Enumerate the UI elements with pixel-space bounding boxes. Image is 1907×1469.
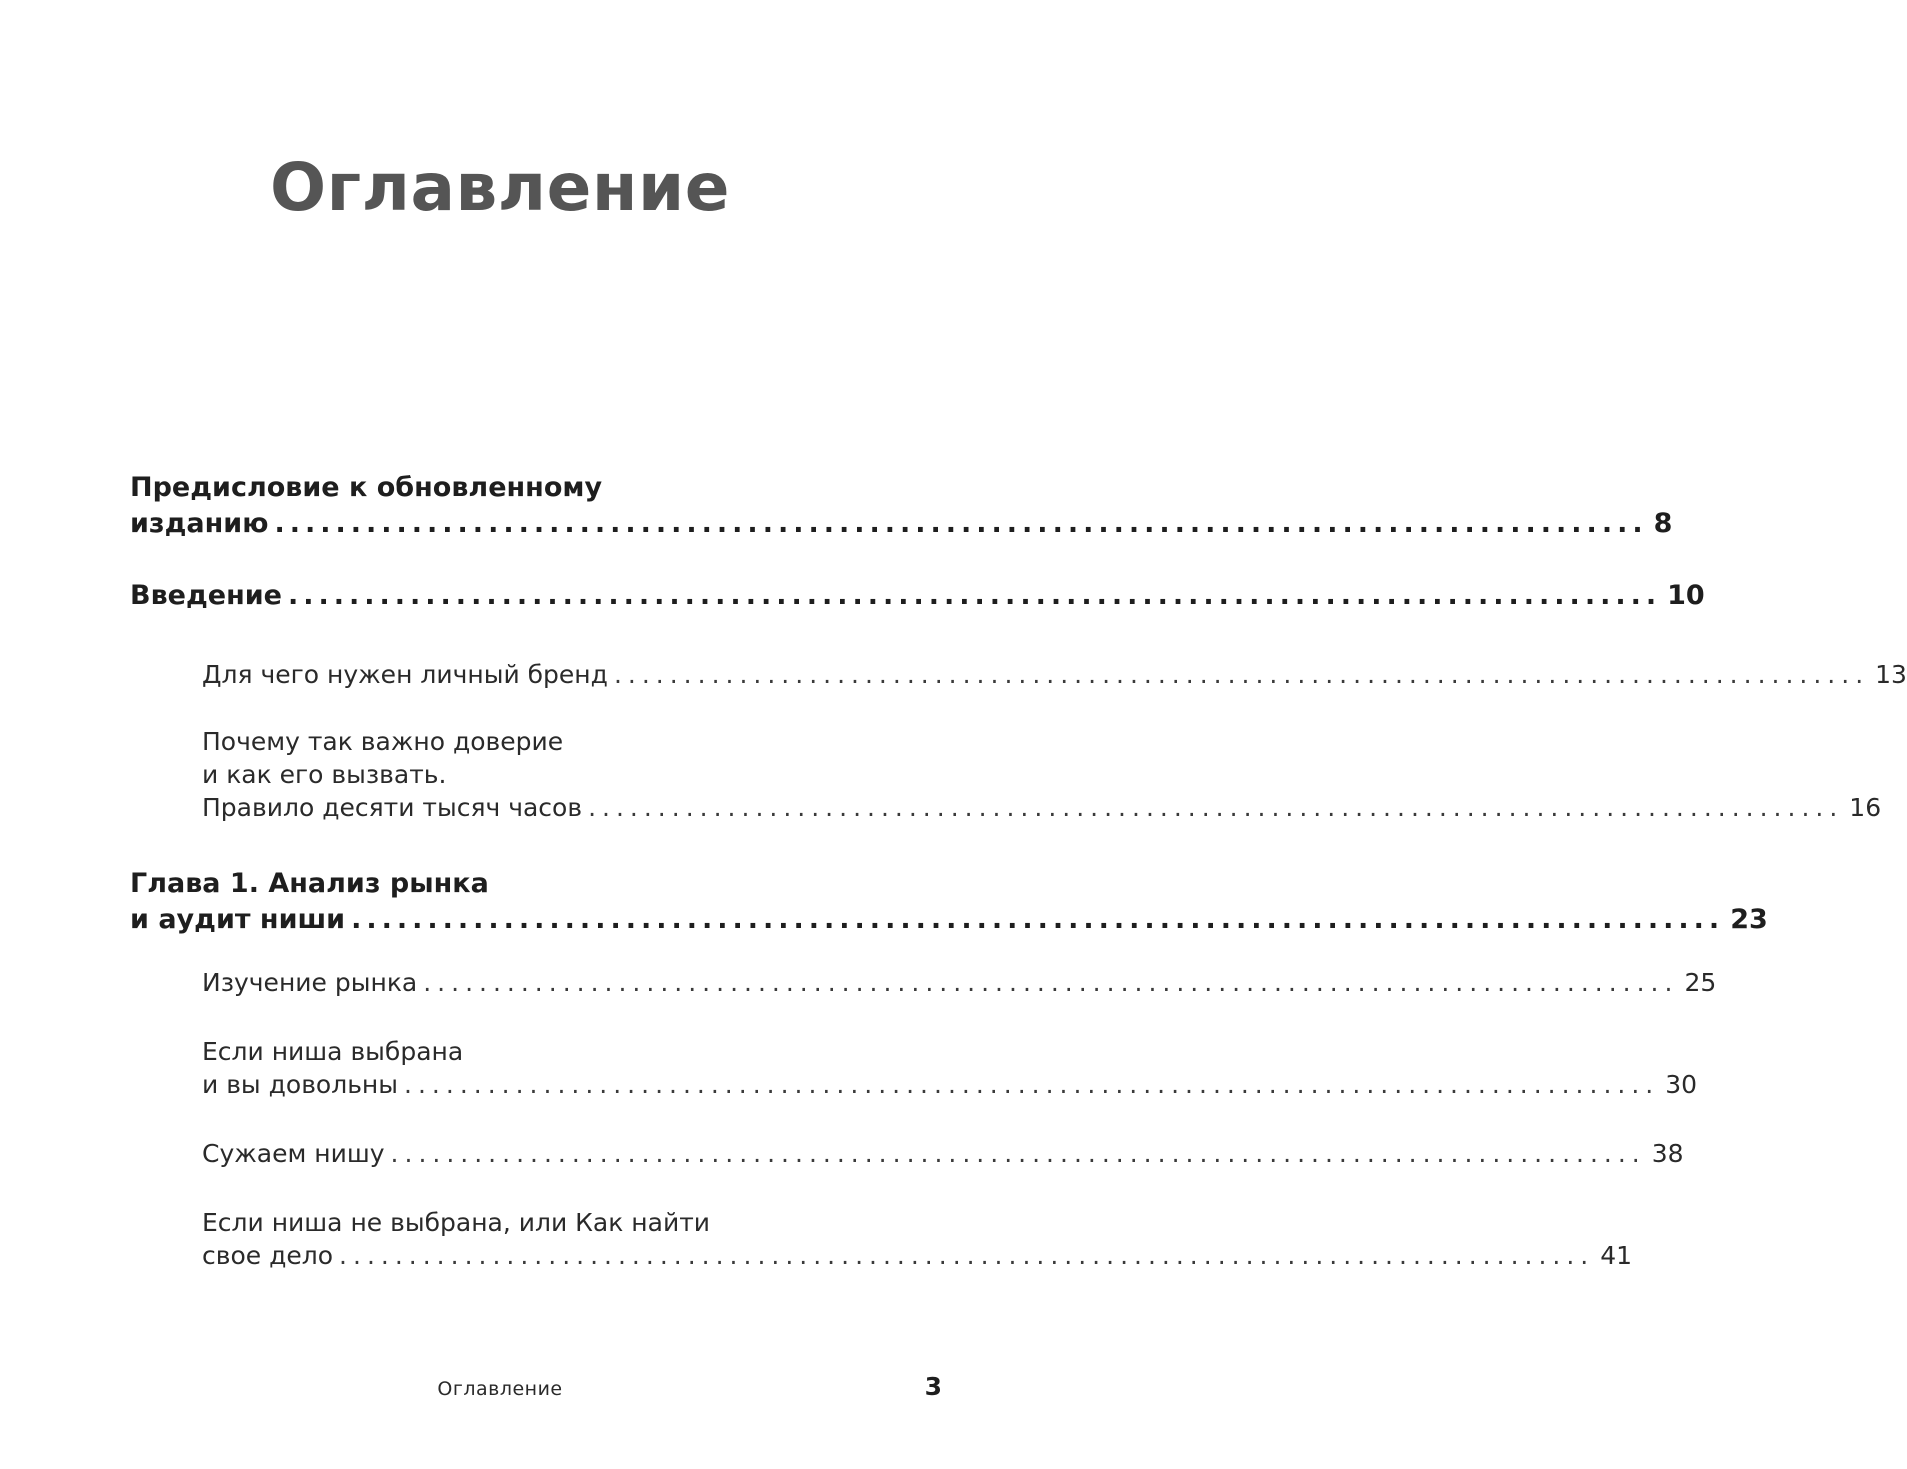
toc-page-number: 41 (1600, 1241, 1633, 1270)
dot-leader: .......................................................................................... (351, 904, 1725, 935)
dot-leader: .......................................................................................... (390, 1139, 1646, 1168)
toc-page-number: 23 (1730, 904, 1768, 935)
toc-entry-title-line: изданию (130, 508, 269, 539)
page-title: Оглавление (270, 149, 730, 226)
toc-entry-title-line: Введение (130, 580, 282, 611)
dot-leader: .......................................................................................... (274, 508, 1648, 539)
toc-entry-title-line: Изучение рынка (202, 968, 418, 997)
toc-entry-title-line: и вы довольны (202, 1070, 399, 1099)
toc-entry-trust[interactable] (202, 725, 1882, 824)
toc-page-number: 25 (1684, 968, 1717, 997)
toc-entry-title-line: свое дело (202, 1241, 334, 1270)
footer-page-number: 3 (924, 1372, 942, 1401)
toc-entry-title-line: Правило десяти тысяч часов (202, 793, 583, 822)
toc-entry-niche-not-chosen[interactable] (202, 1206, 1633, 1272)
table-of-contents (130, 470, 1907, 1272)
toc-page-number: 8 (1653, 508, 1673, 539)
running-footer-title: Оглавление (437, 1378, 563, 1400)
toc-entry-title-line: Сужаем нишу (202, 1139, 385, 1168)
toc-page-number: 13 (1875, 660, 1907, 689)
dot-leader: .......................................................................................... (404, 1070, 1660, 1099)
toc-entry-introduction[interactable] (130, 578, 1705, 614)
toc-entry-title-line: Если ниша выбрана (202, 1037, 464, 1066)
toc-entry-narrow-niche[interactable] (202, 1137, 1684, 1170)
toc-page-number: 30 (1665, 1070, 1698, 1099)
toc-page-number: 16 (1849, 793, 1882, 822)
dot-leader: .......................................................................................... (339, 1241, 1595, 1270)
toc-entry-title-line: Предисловие к обновленному (130, 472, 603, 503)
toc-entry-market-study[interactable] (202, 966, 1717, 999)
toc-page-number: 10 (1667, 580, 1705, 611)
toc-entry-niche-chosen[interactable] (202, 1035, 1698, 1101)
dot-leader: .......................................................................................... (287, 580, 1662, 611)
toc-entry-title-line: и аудит ниши (130, 904, 346, 935)
toc-entry-title-line: Для чего нужен личный бренд (202, 660, 608, 689)
dot-leader: .......................................................................................... (423, 968, 1679, 997)
dot-leader: .......................................................................................... (588, 793, 1844, 822)
toc-entry-title-line: Почему так важно доверие (202, 727, 564, 756)
toc-entry-title-line: Если ниша не выбрана, или Как найти (202, 1208, 711, 1237)
toc-entry-title-line: и как его вызвать. (202, 760, 447, 789)
toc-page-number: 38 (1651, 1139, 1684, 1168)
toc-entry-chapter-1[interactable] (130, 866, 1768, 938)
toc-entry-preface[interactable] (130, 470, 1673, 542)
toc-entry-personal-brand[interactable] (202, 658, 1907, 691)
toc-entry-title-line: Глава 1. Анализ рынка (130, 868, 489, 899)
dot-leader: .......................................................................................... (613, 660, 1870, 689)
